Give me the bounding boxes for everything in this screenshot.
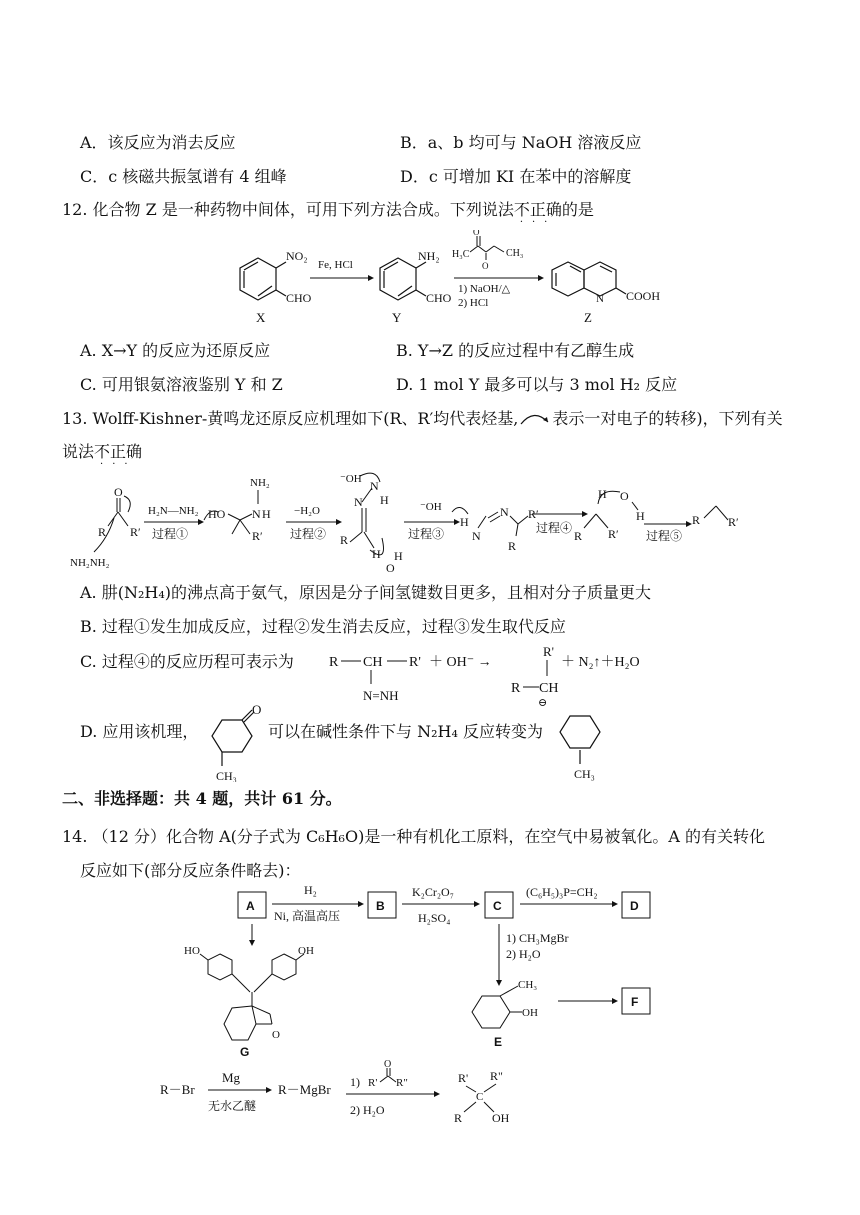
svg-text:1): 1) — [350, 1075, 360, 1089]
svg-text:⊖: ⊖ — [538, 697, 548, 709]
svg-text:N: N — [370, 479, 379, 493]
cho-label-y: CHO — [426, 291, 452, 305]
svg-text:R": R" — [396, 1077, 408, 1089]
svg-text:O: O — [473, 230, 480, 237]
q12-stem: 12. 化合物 Z 是一种药物中间体，可用下列方法合成。下列说法不正确 ··· 的是 — [62, 200, 594, 228]
svg-text:NH₂: NH₂ — [250, 477, 270, 489]
svg-text:R': R' — [543, 644, 555, 659]
svg-text:N: N — [472, 529, 481, 543]
svg-text:O: O — [482, 261, 489, 271]
q13-option-b: B. 过程①发生加成反应，过程②发生消去反应，过程③发生取代反应 — [80, 617, 566, 636]
svg-text:CH₃: CH₃ — [216, 769, 237, 782]
nh2-label: NH₂ — [418, 249, 440, 263]
section-heading: 二、非选择题：共 4 题，共计 61 分。 — [62, 789, 342, 808]
svg-text:N=NH: N=NH — [363, 688, 399, 703]
svg-text:⁻OH: ⁻OH — [340, 473, 362, 485]
svg-text:R: R — [329, 655, 339, 670]
svg-text:−H₂O: −H₂O — [294, 505, 320, 517]
q13-option-c: C. 过程④的反应历程可表示为 — [80, 652, 294, 671]
svg-text:OH: OH — [298, 945, 314, 957]
y-structure — [380, 258, 426, 300]
svg-text:R′: R′ — [608, 527, 619, 541]
svg-text:HO: HO — [184, 945, 200, 957]
cho-label-x: CHO — [286, 291, 312, 305]
svg-text:HO: HO — [208, 507, 226, 521]
svg-text:1) CH₃MgBr: 1) CH₃MgBr — [506, 931, 569, 945]
q14-scheme — [180, 884, 680, 1064]
g-structure — [200, 954, 304, 1040]
q11-option-d: D．c 可增加 KI 在苯中的溶解度 — [400, 167, 632, 186]
svg-text:H₂N—NH₂: H₂N—NH₂ — [148, 505, 199, 517]
svg-text:O: O — [386, 561, 395, 575]
svg-text:H: H — [380, 493, 389, 507]
box-f: F — [631, 995, 639, 1009]
box-d: D — [630, 899, 639, 913]
svg-text:R′: R′ — [130, 525, 141, 539]
svg-text:O: O — [114, 485, 123, 499]
x-structure — [240, 258, 286, 300]
svg-text:R": R" — [490, 1069, 503, 1083]
svg-text:过程④: 过程④ — [536, 521, 573, 535]
box-c: C — [493, 899, 502, 913]
svg-text:N: N — [354, 495, 363, 509]
q14-grignard-info — [158, 1060, 558, 1130]
svg-text:过程②: 过程② — [290, 527, 327, 541]
svg-text:CH: CH — [363, 655, 383, 670]
svg-text:O: O — [384, 1060, 392, 1070]
svg-text:无水乙醚: 无水乙醚 — [208, 1099, 257, 1113]
svg-text:H₃C: H₃C — [452, 249, 470, 260]
q13-option-a: A. 肼(N₂H₄)的沸点高于氨气，原因是分子间氢键数目更多，且相对分子质量更大 — [80, 583, 651, 602]
svg-text:O: O — [620, 489, 629, 503]
svg-text:过程⑤: 过程⑤ — [646, 529, 683, 543]
methylcyclohexanone-structure — [198, 702, 270, 782]
svg-text:O: O — [252, 702, 262, 717]
q13-mechanism — [68, 468, 858, 580]
z-structure — [552, 262, 626, 296]
svg-text:NH₂NH₂: NH₂NH₂ — [70, 557, 110, 569]
svg-text:2) H₂O: 2) H₂O — [350, 1103, 385, 1117]
q13-emphasis: 不正确 ··· — [94, 442, 143, 470]
svg-text:R－Br: R－Br — [160, 1082, 195, 1097]
g-label: G — [240, 1045, 250, 1059]
svg-text:R: R — [98, 525, 107, 539]
svg-text:Mg: Mg — [222, 1070, 241, 1085]
curved-arrow-icon — [518, 412, 552, 426]
q11-option-b: B．a、b 均可与 NaOH 溶液反应 — [400, 133, 642, 152]
svg-text:CH₃: CH₃ — [518, 979, 538, 991]
q12-scheme — [230, 230, 670, 330]
q13-option-d-pre: D. 应用该机理， — [80, 722, 199, 741]
svg-text:H: H — [636, 509, 645, 523]
q12-option-c: C. 可用银氨溶液鉴别 Y 和 Z — [80, 375, 283, 394]
svg-text:R: R — [508, 539, 517, 553]
reagent-step2: 2) HCl — [458, 297, 489, 309]
svg-text:OH: OH — [522, 1007, 538, 1019]
svg-text:过程③: 过程③ — [408, 527, 445, 541]
svg-text:2) H₂O: 2) H₂O — [506, 947, 541, 961]
svg-text:CH₃: CH₃ — [574, 767, 595, 781]
svg-text:R′: R′ — [528, 507, 539, 521]
q14-stem-line1: 14. （12 分）化合物 A(分子式为 C₆H₆O)是一种有机化工原料，在空气中易被氧化。A 的有关转化 — [62, 827, 765, 846]
z-label: Z — [584, 310, 592, 325]
n-label: N — [596, 293, 604, 305]
svg-text:H₂SO₄: H₂SO₄ — [418, 911, 451, 925]
q13-option-d-mid: 可以在碱性条件下与 N₂H₄ 反应转变为 — [268, 722, 543, 741]
q13-option-c-equation — [325, 640, 695, 710]
q12-option-b: B. Y→Z 的反应过程中有乙醇生成 — [396, 341, 635, 360]
svg-text:过程①: 过程① — [152, 527, 189, 541]
no2-label: NO₂ — [286, 249, 308, 263]
y-label: Y — [392, 310, 402, 325]
svg-text:Ni, 高温高压: Ni, 高温高压 — [274, 909, 341, 923]
svg-text:O: O — [272, 1029, 280, 1041]
svg-text:R－MgBr: R－MgBr — [278, 1082, 331, 1097]
svg-text:CH₃: CH₃ — [506, 248, 524, 259]
svg-text:C: C — [476, 1091, 484, 1103]
svg-text:H: H — [460, 515, 469, 529]
svg-text:R': R' — [458, 1071, 469, 1085]
svg-text:R: R — [454, 1111, 463, 1125]
svg-text:H: H — [598, 487, 607, 501]
svg-text:R′: R′ — [252, 529, 263, 543]
q11-option-c: C．c 核磁共振氢谱有 4 组峰 — [80, 167, 287, 186]
q12-option-d: D. 1 mol Y 最多可以与 3 mol H₂ 反应 — [396, 375, 678, 394]
svg-text:(C₆H₅)₃P=CH₂: (C₆H₅)₃P=CH₂ — [526, 885, 598, 899]
cooh-label: COOH — [626, 289, 661, 303]
q12-emphasis: 不正确 ··· — [513, 200, 562, 228]
svg-text:H₂: H₂ — [304, 884, 317, 897]
svg-text:R: R — [340, 533, 349, 547]
q11-option-a: A．该反应为消去反应 — [80, 133, 236, 152]
reagent-step1: 1) NaOH/△ — [458, 283, 511, 295]
svg-text:＋ OH⁻ →: ＋ OH⁻ → — [429, 655, 492, 670]
svg-text:H: H — [394, 549, 403, 563]
box-a: A — [246, 899, 255, 913]
svg-text:R': R' — [409, 655, 421, 670]
x-label: X — [256, 310, 266, 325]
e-label: E — [494, 1035, 503, 1049]
reagent-fe-hcl: Fe, HCl — [318, 259, 353, 271]
svg-text:N: N — [500, 505, 509, 519]
svg-text:⁻OH: ⁻OH — [420, 501, 442, 513]
q13-stem-line2: 说法不正确 ··· — [62, 442, 143, 470]
q12-option-a: A. X→Y 的反应为还原反应 — [80, 341, 271, 360]
svg-text:R: R — [692, 513, 701, 527]
q13-stem-line1: 13. Wolff-Kishner-黄鸣龙还原反应机理如下(R、R′均代表烃基, 表示一对电子的转移)，下列有关 — [62, 409, 783, 428]
svg-text:H: H — [262, 507, 271, 521]
svg-text:K₂Cr₂O₇: K₂Cr₂O₇ — [412, 885, 454, 899]
svg-text:R: R — [511, 681, 521, 696]
q14-stem-line2: 反应如下(部分反应条件略去)： — [80, 861, 301, 880]
svg-text:CH: CH — [539, 681, 559, 696]
svg-text:R: R — [574, 529, 583, 543]
svg-text:R′: R′ — [728, 515, 739, 529]
svg-text:H: H — [372, 547, 381, 561]
svg-text:＋ N₂↑＋H₂O: ＋ N₂↑＋H₂O — [561, 655, 640, 670]
e-structure — [472, 986, 522, 1028]
svg-text:N: N — [252, 507, 261, 521]
ethyl-pyruvate — [470, 236, 504, 260]
svg-text:R': R' — [368, 1077, 378, 1089]
svg-text:OH: OH — [492, 1111, 510, 1125]
methylcyclohexane-structure — [552, 702, 612, 782]
box-b: B — [376, 899, 385, 913]
